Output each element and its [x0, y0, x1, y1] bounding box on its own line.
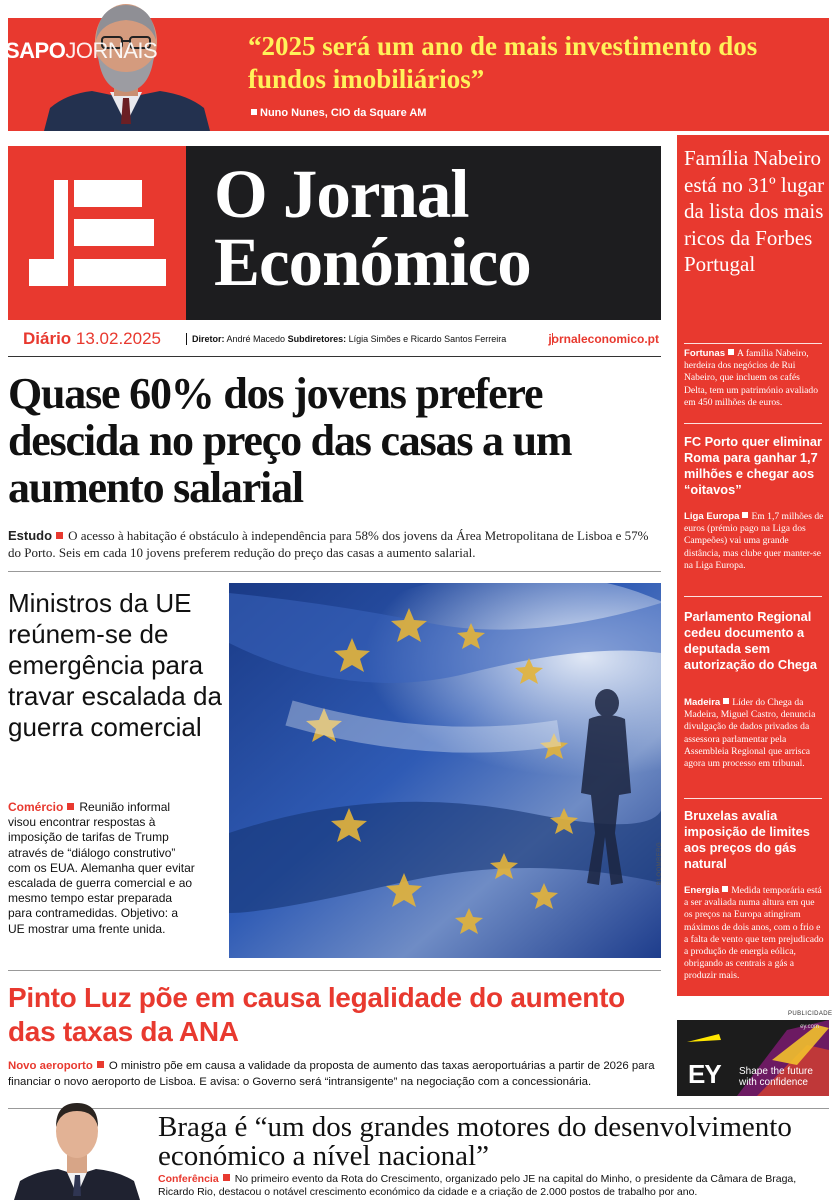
eu-headline[interactable]: Ministros da UE reúnem-se de emergência para travar escalada da guerra comercial [8, 588, 222, 742]
divider [8, 356, 661, 357]
eu-body-text: Reunião informal visou encontrar respostas à imposição de tarifas de Trump através de “diálogo construtivo” com os EUA. Alemanha quer evitar escalada de guerra comercial e ao mesmo tempo estar preparada para contramedidas. Objetivo: a UE mostrar uma frente unida. [8, 800, 195, 936]
bullet-square-icon [67, 803, 74, 810]
divider [684, 798, 822, 799]
sidebar-item1-text: Em 1,7 milhões de euros (prémio pago na Liga dos Campeões) vai uma grande distância, mas clube quer manter-se na Liga Europa. [684, 511, 824, 571]
sidebar-item3-text: Medida temporária está a ser avaliada numa altura em que os preços na Europa atingiram máximos de dois anos, com o frio e a falta de vento que tem prejudicado a produção de energia eólica, obrigando as centrais a gás a produzir mais. [684, 885, 824, 982]
divider [684, 423, 822, 424]
braga-body-text: No primeiro evento da Rota do Crescimento, organizado pelo JE na capital do Minho, o presidente da Câmara de Braga, Ricardo Rio, destacou o notável crescimento económico da cidade e a criação de 2.000 postos de trabalho por ano. [158, 1173, 797, 1198]
sidebar-item1-body [684, 511, 824, 572]
divider [186, 333, 187, 345]
bullet-square-icon [97, 1061, 104, 1068]
sidebar-item2-kicker: Madeira [684, 697, 721, 708]
masthead-title-line1: O Jornal [214, 156, 469, 232]
bullet-square-icon [251, 109, 257, 115]
sidebar-feature-body [684, 348, 824, 409]
sidebar-item2-title[interactable]: Parlamento Regional cedeu documento a deputada sem autorização do Chega [684, 609, 817, 673]
sidebar-item3-body [684, 885, 824, 983]
sidebar-feature-title[interactable]: Família Nabeiro está no 31º lugar da lista dos mais ricos da Forbes Portugal [684, 146, 825, 277]
sidebar [677, 135, 829, 996]
editorial-staff [192, 334, 506, 344]
advertising-label: PUBLICIDADE [788, 1011, 833, 1017]
main-lead [8, 527, 661, 561]
director-label: Diretor: [192, 334, 225, 344]
divider [684, 596, 822, 597]
bullet-square-icon [722, 886, 728, 892]
sidebar-item2-body [684, 697, 824, 770]
nuno-nunes-portrait [40, 0, 212, 131]
subdirectors-names: Lígia Simões e Ricardo Santos Ferreira [348, 334, 507, 344]
eu-kicker: Comércio [8, 800, 64, 814]
ad-tagline: Shape the future with confidence [739, 1066, 813, 1088]
ad-site: ey.com [800, 1024, 819, 1030]
braga-headline[interactable]: Braga é “um dos grandes motores do desenvolvimento económico a nível nacional” [158, 1111, 792, 1172]
subdirectors-label: Subdiretores: [287, 334, 347, 344]
bullet-square-icon [723, 698, 729, 704]
banner-credit-text: Nuno Nunes, CIO da Square AM [260, 107, 427, 119]
divider [8, 970, 661, 971]
banner-quote[interactable]: “2025 será um ano de mais investimento dos fundos imobiliários” [248, 31, 758, 94]
bullet-square-icon [223, 1174, 230, 1181]
ana-body-text: O ministro põe em causa a validade da proposta de aumento das taxas aeroportuárias a partir de 2026 para financiar o novo aeroporto de Lisboa. E avisa: o Governo será “intransigente” na negociação com a concessionária. [8, 1060, 655, 1088]
sapo-brand-rest: JORNAIS [65, 38, 158, 63]
eu-flag-photo[interactable] [229, 583, 661, 958]
eu-body [8, 800, 198, 937]
main-lead-text: O acesso à habitação é obstáculo à independência para 58% dos jovens da Área Metropolitana de Lisboa e 57% do Porto. Seis em cada 10 jovens preferem redução do preço das casas a aumento salarial. [8, 528, 649, 560]
banner-credit [248, 107, 426, 119]
ey-advertisement[interactable] [677, 1020, 829, 1096]
director-name: André Macedo [226, 334, 286, 344]
photo-credit: BLOOMBERG [657, 841, 663, 885]
sapo-jornais-logo[interactable] [5, 38, 157, 64]
bullet-square-icon [742, 512, 748, 518]
ana-kicker: Novo aeroporto [8, 1060, 93, 1072]
sidebar-feature-text: A família Nabeiro, herdeira dos negócios de Rui Nabeiro, que incluem os cafés Delta, tem um património avaliado em 450 milhões de euros. [684, 348, 819, 408]
sidebar-item1-kicker: Liga Europa [684, 511, 740, 522]
periodicity: Diário [23, 329, 72, 348]
sapo-brand-main: SAPO [5, 38, 66, 63]
sidebar-item2-text: Líder do Chega da Madeira, Miguel Castro, denuncia divulgação de dados privados da assessora parlamentar pela Assembleia Regional que arrisca agora um processo em tribunal. [684, 697, 816, 770]
website-link[interactable]: jornaleconomico.pt [548, 332, 659, 346]
sidebar-item3-title[interactable]: Bruxelas avalia imposição de limites aos preços do gás natural [684, 808, 810, 872]
ana-body [8, 1058, 663, 1090]
ricardo-rio-portrait [14, 1097, 140, 1200]
je-logo-icon[interactable] [8, 146, 186, 320]
masthead-title-line2: Económico [214, 224, 531, 300]
masthead-title[interactable] [214, 156, 531, 300]
bullet-square-icon [56, 532, 63, 539]
divider [684, 343, 822, 344]
divider [8, 571, 661, 572]
dateline [8, 328, 661, 350]
braga-body [158, 1173, 828, 1199]
sidebar-item3-kicker: Energia [684, 885, 720, 896]
sidebar-item1-title[interactable]: FC Porto quer eliminar Roma para ganhar 1,7 milhões e chegar aos “oitavos” [684, 434, 822, 498]
sidebar-feature-kicker: Fortunas [684, 348, 726, 359]
bullet-square-icon [728, 349, 734, 355]
main-headline[interactable]: Quase 60% dos jovens prefere descida no preço das casas a um aumento salarial [8, 369, 572, 512]
braga-kicker: Conferência [158, 1173, 219, 1185]
date-value: 13.02.2025 [75, 329, 162, 348]
ana-headline[interactable]: Pinto Luz põe em causa legalidade do aumento das taxas da ANA [8, 982, 625, 1047]
ey-logo: EY [688, 1059, 721, 1089]
main-kicker: Estudo [8, 528, 53, 543]
edition-date [23, 329, 161, 349]
